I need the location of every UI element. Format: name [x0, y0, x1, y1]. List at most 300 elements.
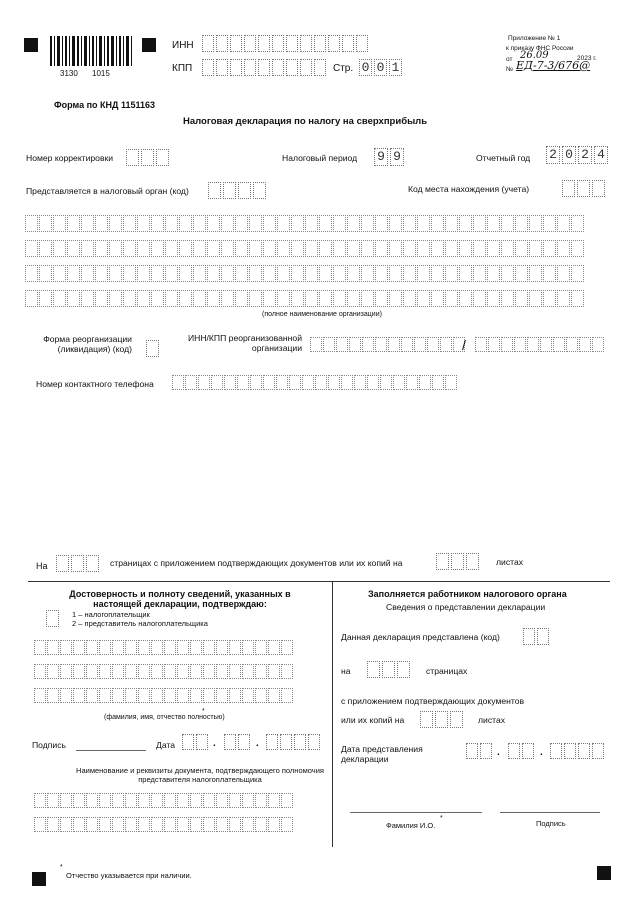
- cell: [473, 290, 486, 307]
- cell: [501, 337, 513, 352]
- cell: [137, 240, 150, 257]
- cell: [177, 640, 189, 655]
- date-year-field-right[interactable]: [550, 743, 606, 759]
- cell: [281, 793, 293, 808]
- page-digit: 0: [359, 59, 372, 76]
- cell: [151, 688, 163, 703]
- cell: [137, 290, 150, 307]
- cell: [151, 215, 164, 232]
- date-month-field-left[interactable]: [224, 734, 252, 750]
- cell: [198, 375, 210, 390]
- cell: [99, 817, 111, 832]
- registration-mark-bottom-right: [597, 866, 611, 880]
- cell: [347, 215, 360, 232]
- cell: [207, 240, 220, 257]
- cell: [403, 290, 416, 307]
- appendix-date-prefix: от: [506, 56, 513, 63]
- cell: [99, 664, 111, 679]
- cell: [109, 240, 122, 257]
- cell: [109, 290, 122, 307]
- cell: [138, 664, 150, 679]
- cell: [347, 265, 360, 282]
- cell: [151, 240, 164, 257]
- page-title: Налоговая декларация по налогу на сверхприбыль: [183, 116, 428, 127]
- cell: [487, 240, 500, 257]
- cell: [216, 664, 228, 679]
- location-code-label: Код места нахождения (учета): [408, 184, 530, 194]
- cell: [553, 337, 565, 352]
- cell: [25, 290, 38, 307]
- kpp-field[interactable]: [202, 59, 328, 76]
- cell: [193, 290, 206, 307]
- cell: [95, 265, 108, 282]
- appendix-number-handwritten: ЕД-7-3/676@: [516, 59, 591, 72]
- section-divider: [28, 581, 610, 582]
- cell: [34, 688, 46, 703]
- signature-label: Подпись: [32, 740, 67, 750]
- cell: [235, 215, 248, 232]
- cell: [179, 240, 192, 257]
- cell: [67, 290, 80, 307]
- cell: [501, 290, 514, 307]
- cell: [112, 793, 124, 808]
- date-year-field-left[interactable]: [266, 734, 322, 750]
- page-number-field[interactable]: [359, 59, 404, 76]
- cell: [310, 337, 322, 352]
- signatory-name-row[interactable]: [34, 688, 294, 703]
- cell: [138, 688, 150, 703]
- or-copies-label: или их копий на: [341, 715, 405, 725]
- cell: [333, 240, 346, 257]
- cell: [39, 265, 52, 282]
- signatory-name-row[interactable]: [34, 640, 294, 655]
- cell: [53, 215, 66, 232]
- cell: [81, 290, 94, 307]
- cell: [179, 265, 192, 282]
- cell: [263, 375, 275, 390]
- cell: [125, 640, 137, 655]
- cell: [263, 215, 276, 232]
- cell: [268, 688, 280, 703]
- cell: [459, 290, 472, 307]
- appendix-number-prefix: №: [506, 66, 513, 73]
- cell: [242, 688, 254, 703]
- cell: [543, 240, 556, 257]
- cell: [389, 290, 402, 307]
- cell: [529, 240, 542, 257]
- cell: [165, 265, 178, 282]
- cell: [277, 290, 290, 307]
- cell: [123, 215, 136, 232]
- cell: [515, 290, 528, 307]
- cell: [34, 664, 46, 679]
- reorg-form-label: Форма реорганизации (ликвидация) (код): [43, 334, 132, 354]
- official-name-asterisk: *: [440, 815, 443, 822]
- appendix-date-suffix: 2023 г.: [577, 55, 597, 62]
- cell: [177, 688, 189, 703]
- cell: [255, 640, 267, 655]
- tax-authority-field[interactable]: [208, 182, 268, 199]
- pages-prefix: На: [36, 561, 48, 571]
- appendix-date-handwritten: 26.09: [520, 50, 549, 61]
- cell: [315, 375, 327, 390]
- page-digit: 1: [389, 59, 402, 76]
- cell: [125, 664, 137, 679]
- sheets-count-field[interactable]: [436, 553, 481, 570]
- year-digit: 2: [546, 146, 560, 164]
- location-code-field[interactable]: [562, 180, 607, 197]
- cell: [229, 664, 241, 679]
- cell: [60, 640, 72, 655]
- cell: [99, 793, 111, 808]
- cell: [263, 240, 276, 257]
- cell: [235, 265, 248, 282]
- cell: [224, 375, 236, 390]
- confirm-option-2: 2 – представитель налогоплательщика: [72, 619, 208, 628]
- tax-period-field[interactable]: [374, 148, 406, 166]
- org-name-row[interactable]: [25, 240, 585, 257]
- cell: [336, 337, 348, 352]
- cell: [305, 240, 318, 257]
- reorg-kpp-field[interactable]: [475, 337, 605, 352]
- cell: [417, 215, 430, 232]
- cell: [268, 817, 280, 832]
- cell: [165, 215, 178, 232]
- cell: [255, 817, 267, 832]
- cell: [566, 337, 578, 352]
- submitted-code-label: Данная декларация представлена (код): [341, 632, 500, 642]
- cell: [414, 337, 426, 352]
- cell: [417, 265, 430, 282]
- cell: [249, 290, 262, 307]
- cell: [529, 265, 542, 282]
- cell: [276, 375, 288, 390]
- reorg-slash: /: [462, 337, 466, 353]
- date-dot: .: [497, 747, 500, 758]
- cell: [112, 688, 124, 703]
- signatory-name-row[interactable]: [34, 664, 294, 679]
- cell: [527, 337, 539, 352]
- cell: [487, 215, 500, 232]
- appendix-line-1: Приложение № 1: [508, 35, 561, 42]
- cell: [440, 337, 452, 352]
- cell: [281, 664, 293, 679]
- cell: [388, 337, 400, 352]
- cell: [557, 240, 570, 257]
- official-sheets-field[interactable]: [420, 711, 465, 728]
- cell: [473, 240, 486, 257]
- cell: [221, 215, 234, 232]
- cell: [473, 265, 486, 282]
- cell: [515, 265, 528, 282]
- authority-document-row[interactable]: [34, 817, 294, 832]
- cell: [216, 793, 228, 808]
- cell: [543, 290, 556, 307]
- cell: [501, 240, 514, 257]
- cell: [445, 290, 458, 307]
- page-label: Стр.: [333, 63, 354, 74]
- cell: [109, 265, 122, 282]
- cell: [419, 375, 431, 390]
- section-divider-vertical: [332, 581, 333, 847]
- cell: [361, 215, 374, 232]
- reorg-inn-kpp-label: ИНН/КПП реорганизованной организации: [187, 333, 302, 353]
- cell: [361, 240, 374, 257]
- cell: [164, 817, 176, 832]
- cell: [67, 215, 80, 232]
- confirm-option-1: 1 – налогоплательщик: [72, 610, 150, 619]
- org-name-row[interactable]: [25, 265, 585, 282]
- cell: [323, 337, 335, 352]
- cell: [389, 240, 402, 257]
- footnote-text: Отчество указывается при наличии.: [66, 871, 192, 880]
- cell: [221, 240, 234, 257]
- cell: [349, 337, 361, 352]
- cell: [151, 817, 163, 832]
- cell: [487, 265, 500, 282]
- authority-document-caption: Наименование и реквизиты документа, подтверждающего полномочия представителя налогоплательщика: [76, 766, 324, 784]
- cell: [177, 817, 189, 832]
- cell: [123, 265, 136, 282]
- reorg-form-field[interactable]: [146, 340, 161, 357]
- cell: [95, 215, 108, 232]
- cell: [193, 215, 206, 232]
- date-day-field-right[interactable]: [466, 743, 494, 759]
- cell: [403, 265, 416, 282]
- cell: [389, 265, 402, 282]
- cell: [185, 375, 197, 390]
- cell: [354, 375, 366, 390]
- cell: [571, 240, 584, 257]
- cell: [86, 688, 98, 703]
- cell: [229, 640, 241, 655]
- cell: [291, 265, 304, 282]
- cell: [172, 375, 184, 390]
- cell: [571, 265, 584, 282]
- cell: [375, 290, 388, 307]
- cell: [235, 290, 248, 307]
- cell: [25, 240, 38, 257]
- cell: [237, 375, 249, 390]
- kpp-label: КПП: [172, 63, 193, 74]
- cell: [86, 817, 98, 832]
- cell: [281, 817, 293, 832]
- cell: [179, 215, 192, 232]
- cell: [501, 265, 514, 282]
- tax-authority-label: Представляется в налоговый орган (код): [26, 186, 189, 196]
- reporting-year-label: Отчетный год: [476, 153, 531, 163]
- confirm-heading: Достоверность и полноту сведений, указанных в настоящей декларации, подтверждаю:: [69, 589, 291, 610]
- cell: [81, 240, 94, 257]
- cell: [281, 688, 293, 703]
- cell: [99, 640, 111, 655]
- cell: [431, 215, 444, 232]
- cell: [47, 664, 59, 679]
- cell: [164, 640, 176, 655]
- cell: [427, 337, 439, 352]
- cell: [137, 215, 150, 232]
- cell: [255, 688, 267, 703]
- cell: [571, 215, 584, 232]
- cell: [151, 290, 164, 307]
- cell: [99, 688, 111, 703]
- cell: [151, 640, 163, 655]
- cell: [177, 664, 189, 679]
- cell: [39, 215, 52, 232]
- cell: [138, 817, 150, 832]
- cell: [445, 265, 458, 282]
- date-label-left: Дата: [156, 740, 176, 750]
- cell: [403, 215, 416, 232]
- cell: [242, 793, 254, 808]
- cell: [281, 640, 293, 655]
- cell: [289, 375, 301, 390]
- cell: [431, 265, 444, 282]
- cell: [249, 215, 262, 232]
- cell: [333, 215, 346, 232]
- cell: [501, 215, 514, 232]
- cell: [361, 265, 374, 282]
- cell: [47, 688, 59, 703]
- cell: [305, 215, 318, 232]
- official-subheading: Сведения о представлении декларации: [386, 602, 546, 612]
- cell: [263, 265, 276, 282]
- cell: [34, 817, 46, 832]
- org-name-row[interactable]: [25, 215, 585, 232]
- cell: [60, 817, 72, 832]
- cell: [165, 240, 178, 257]
- cell: [249, 265, 262, 282]
- cell: [229, 688, 241, 703]
- org-name-row[interactable]: [25, 290, 585, 307]
- cell: [417, 240, 430, 257]
- cell: [375, 240, 388, 257]
- date-dot: .: [213, 738, 216, 749]
- cell: [393, 375, 405, 390]
- cell: [34, 640, 46, 655]
- cell: [571, 290, 584, 307]
- cell: [431, 240, 444, 257]
- phone-label: Номер контактного телефона: [36, 379, 154, 389]
- cell: [305, 265, 318, 282]
- cell: [211, 375, 223, 390]
- on-label: на: [341, 666, 351, 676]
- cell: [207, 290, 220, 307]
- cell: [190, 640, 202, 655]
- cell: [557, 265, 570, 282]
- cell: [86, 793, 98, 808]
- cell: [86, 664, 98, 679]
- cell: [193, 265, 206, 282]
- date-day-field-left[interactable]: [182, 734, 210, 750]
- appendix-line-2: к приказу ФНС России: [506, 45, 574, 52]
- cell: [328, 375, 340, 390]
- cell: [53, 265, 66, 282]
- cell: [268, 664, 280, 679]
- cell: [473, 215, 486, 232]
- cell: [138, 793, 150, 808]
- cell: [291, 215, 304, 232]
- with-docs-label: с приложением подтверждающих документов: [341, 696, 525, 706]
- official-name-line: [350, 812, 482, 813]
- cell: [445, 215, 458, 232]
- cell: [39, 290, 52, 307]
- cell: [361, 290, 374, 307]
- cell: [333, 265, 346, 282]
- cell: [229, 817, 241, 832]
- cell: [406, 375, 418, 390]
- cell: [389, 215, 402, 232]
- pages-count-field[interactable]: [56, 555, 101, 572]
- cell: [250, 375, 262, 390]
- cell: [347, 240, 360, 257]
- cell: [487, 290, 500, 307]
- cell: [34, 793, 46, 808]
- cell: [125, 688, 137, 703]
- correction-number-field[interactable]: [126, 149, 171, 166]
- registration-mark-top-center: [142, 38, 156, 52]
- cell: [367, 375, 379, 390]
- cell: [25, 215, 38, 232]
- cell: [291, 290, 304, 307]
- footnote-asterisk: *: [60, 864, 63, 871]
- cell: [529, 215, 542, 232]
- year-digit: 4: [594, 146, 608, 164]
- cell: [216, 688, 228, 703]
- confirm-type-field[interactable]: [46, 610, 61, 627]
- cell: [515, 215, 528, 232]
- submitted-code-field[interactable]: [523, 628, 551, 645]
- cell: [164, 664, 176, 679]
- reorg-inn-field[interactable]: [310, 337, 466, 352]
- cell: [221, 265, 234, 282]
- cell: [123, 290, 136, 307]
- cell: [432, 375, 444, 390]
- cell: [179, 290, 192, 307]
- cell: [67, 265, 80, 282]
- cell: [207, 265, 220, 282]
- cell: [375, 337, 387, 352]
- official-pages-field[interactable]: [367, 661, 412, 678]
- cell: [81, 215, 94, 232]
- cell: [401, 337, 413, 352]
- cell: [242, 640, 254, 655]
- cell: [403, 240, 416, 257]
- cell: [459, 240, 472, 257]
- cell: [417, 290, 430, 307]
- cell: [47, 817, 59, 832]
- cell: [109, 215, 122, 232]
- date-month-field-right[interactable]: [508, 743, 536, 759]
- reporting-year-field[interactable]: [546, 146, 610, 164]
- cell: [207, 215, 220, 232]
- cell: [177, 793, 189, 808]
- cell: [319, 290, 332, 307]
- cell: [445, 375, 457, 390]
- cell: [319, 265, 332, 282]
- pages-middle-text: страницах с приложением подтверждающих документов или их копий на: [110, 558, 403, 568]
- authority-document-row[interactable]: [34, 793, 294, 808]
- cell: [475, 337, 487, 352]
- inn-field[interactable]: [202, 35, 370, 52]
- official-heading: Заполняется работником налогового органа: [368, 589, 567, 599]
- cell: [203, 640, 215, 655]
- official-name-label: Фамилия И.О.: [386, 821, 436, 830]
- cell: [203, 688, 215, 703]
- phone-field[interactable]: [172, 375, 458, 390]
- date-dot: .: [540, 747, 543, 758]
- year-digit: 0: [562, 146, 576, 164]
